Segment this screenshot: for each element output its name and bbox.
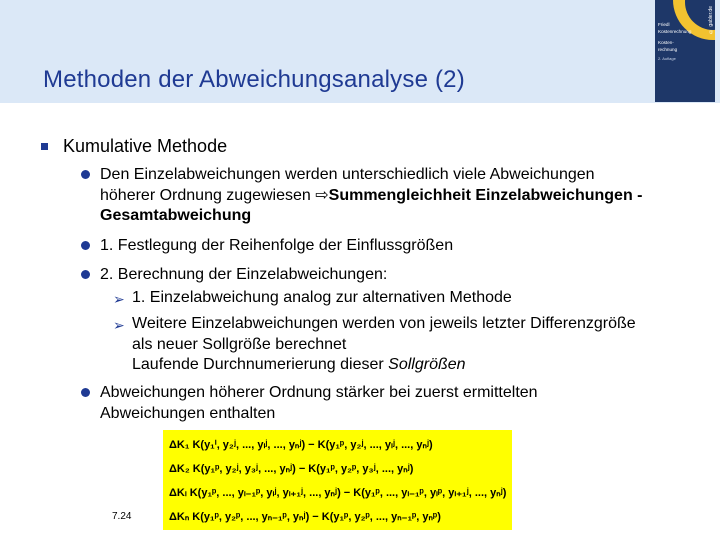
- subitem-2-line-3-italic: Sollgrößen: [388, 356, 466, 373]
- book-cover-title-1: Kosten-: [658, 40, 674, 45]
- bullet-1-line-2: [100, 186, 642, 207]
- bullet-1-line-2-bold: Summengleichheit Einzelabweichungen -: [328, 186, 643, 204]
- square-bullet-icon: [41, 143, 48, 150]
- level1-heading: Kumulative Methode: [63, 136, 228, 156]
- arrow-bullet-icon: ➢: [113, 317, 125, 333]
- formula-line-2: ΔK₂ K(y₁ᵖ, y₂ʲ, y₃ʲ, ..., yₙʲ) − K(y₁ᵖ, y₂ᵖ, y₃ʲ, ..., yₙʲ): [169, 463, 414, 475]
- round-bullet-icon: [81, 388, 90, 397]
- page-number: 7.24: [112, 511, 132, 522]
- bullet-text-2: 1. Festlegung der Reihenfolge der Einflussgrößen: [100, 237, 454, 254]
- book-cover-title-2: rechnung: [658, 47, 678, 52]
- bullet-1-line-2-plain: höherer Ordnung zugewiesen: [100, 186, 316, 204]
- book-cover-subtitle: Kostenrechnung: [658, 29, 692, 34]
- formula-line-4: ΔKₙ K(y₁ᵖ, y₂ᵖ, ..., yₙ₋₁ᵖ, yₙʲ) − K(y₁ᵖ, y₂ᵖ, ..., yₙ₋₁ᵖ, yₙᵖ): [169, 511, 441, 523]
- subitem-2-line-2: als neuer Sollgröße berechnet: [132, 335, 347, 353]
- bullet-text-3: 2. Berechnung der Einzelabweichungen:: [100, 266, 388, 283]
- book-cover-image: [655, 0, 715, 102]
- subitem-2-line-3-plain: Laufende Durchnumerierung dieser: [132, 356, 389, 373]
- bullet-text-4: [100, 383, 538, 424]
- bullet-1-line-1: Den Einzelabweichungen werden unterschiedlich viele Abweichungen: [100, 166, 595, 183]
- arrow-bullet-icon: ➢: [113, 291, 125, 307]
- round-bullet-icon: [81, 270, 90, 279]
- book-cover-tag: © gabler.de: [708, 6, 714, 34]
- bullet-4-line-1: Abweichungen höherer Ordnung stärker bei zuerst ermittelten: [100, 384, 538, 401]
- round-bullet-icon: [81, 241, 90, 250]
- formula-box: [163, 430, 512, 530]
- book-cover-author: Friedl: [658, 22, 670, 27]
- bullet-4-line-2: Abweichungen enthalten: [100, 404, 276, 422]
- bullet-text-1: [100, 165, 642, 227]
- formula-line-1: ΔK₁ K(y₁ⁱ, y₂ʲ, ..., yₗʲ, ..., yₙʲ) − K(y₁ᵖ, y₂ʲ, ..., yₗʲ, ..., yₙʲ): [169, 439, 433, 451]
- bullet-1-line-3: Gesamtabweichung: [100, 207, 252, 224]
- round-bullet-icon: [81, 170, 90, 179]
- subitem-2-line-3: [132, 355, 636, 376]
- formula-line-3: ΔKₗ K(y₁ᵖ, ..., yₗ₋₁ᵖ, yₗʲ, yₗ₊₁ʲ, ..., yₙʲ) − K(y₁ᵖ, ..., yₗ₋₁ᵖ, yₗᵖ, yₗ₊₁ʲ, ..., yₙʲ): [169, 487, 507, 499]
- page-title: Methoden der Abweichungsanalyse (2): [43, 66, 465, 93]
- book-cover-edition: 2. Auflage: [658, 56, 676, 61]
- hollow-arrow-icon: ⇨: [315, 186, 329, 204]
- subitem-2: [132, 314, 636, 376]
- subitem-2-line-1: Weitere Einzelabweichungen werden von jeweils letzter Differenzgröße: [132, 315, 636, 332]
- subitem-1: 1. Einzelabweichung analog zur alternativen Methode: [132, 289, 512, 306]
